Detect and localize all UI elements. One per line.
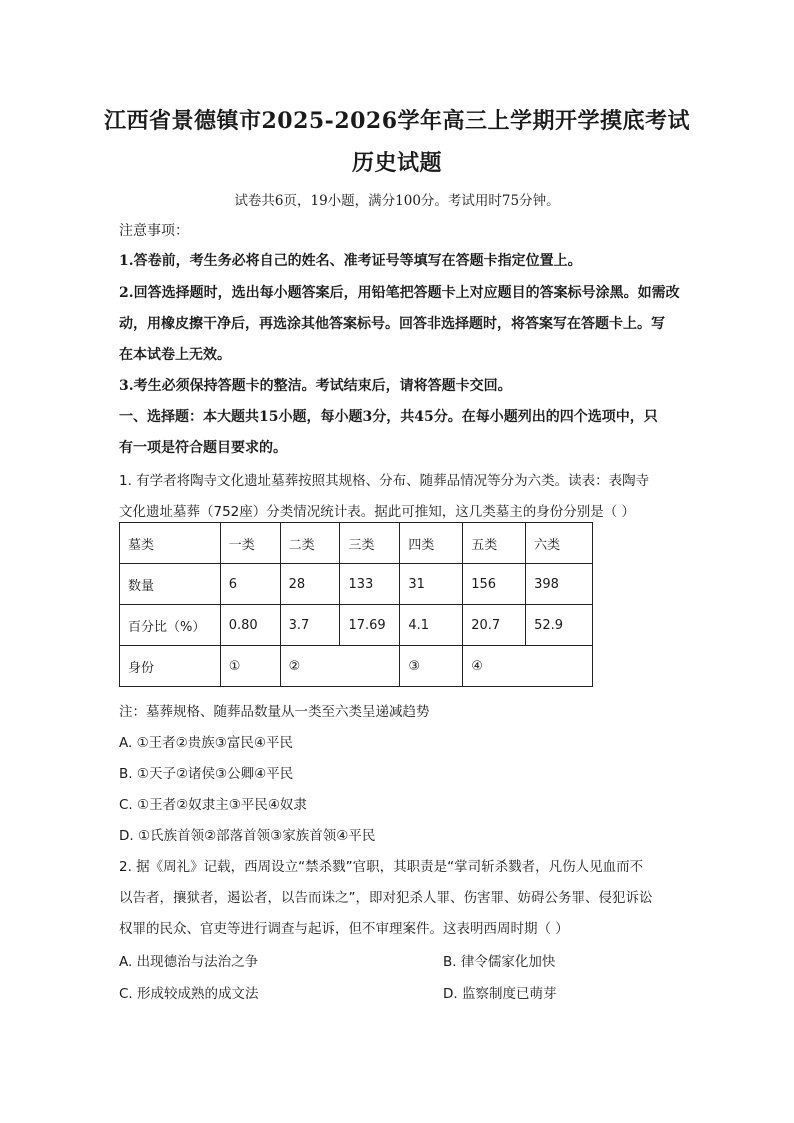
- table-cell: 4.1: [400, 605, 463, 646]
- notice-item-3: 3.考生必须保持答题卡的整洁。考试结束后，请将答题卡交回。: [119, 378, 512, 394]
- table-row-percent: [120, 605, 593, 646]
- table-row-header: [120, 523, 593, 564]
- q2-stem-line-3: 权罪的民众、官吏等进行调查与起诉，但不审理案件。这表明西周时期（ ）: [119, 921, 569, 937]
- table-cell: 52.9: [526, 605, 593, 646]
- table-cell: 6: [220, 564, 280, 605]
- table-cell: ②: [280, 646, 400, 687]
- table-cell: 0.80: [220, 605, 280, 646]
- q1-stem-line-1: 1. 有学者将陶寺文化遗址墓葬按照其规格、分布、随葬品情况等分为六类。读表：表陶寺: [119, 473, 650, 489]
- table-cell: 17.69: [340, 605, 400, 646]
- section-heading-line-1: 一、选择题：本大题共15小题，每小题3分，共45分。在每小题列出的四个选项中，只: [119, 409, 658, 425]
- exam-subject: 历史试题: [351, 150, 442, 176]
- q1-option-a[interactable]: A. ①王者②贵族③富民④平民: [119, 735, 293, 751]
- notice-item-1: 1.答卷前，考生务必将自己的姓名、准考证号等填写在答题卡指定位置上。: [119, 253, 582, 269]
- q2-option-c[interactable]: C. 形成较成熟的成文法: [119, 986, 259, 1002]
- q2-option-b[interactable]: B. 律令儒家化加快: [443, 954, 556, 970]
- table-cell: 28: [280, 564, 340, 605]
- q2-stem-line-2: 以告者，攘狱者，遏讼者，以告而诛之”，即对犯杀人罪、伤害罪、妨碍公务罪、侵犯诉讼: [119, 890, 653, 906]
- table-cell: 墓类: [120, 523, 221, 564]
- table-cell: 20.7: [463, 605, 526, 646]
- table-cell: 398: [526, 564, 593, 605]
- table-cell: 百分比（%）: [120, 605, 221, 646]
- table-cell: ③: [400, 646, 463, 687]
- q1-table-note: 注：墓葬规格、随葬品数量从一类至六类呈递减趋势: [119, 704, 430, 720]
- table-cell: 数量: [120, 564, 221, 605]
- table-row-identity: [120, 646, 593, 687]
- table-cell: ④: [463, 646, 593, 687]
- notice-item-2-line-3: 在本试卷上无效。: [119, 347, 231, 363]
- table-cell: 一类: [220, 523, 280, 564]
- table-cell: 四类: [400, 523, 463, 564]
- q1-stem-line-2: 文化遗址墓葬（752座）分类情况统计表。据此可推知，这几类墓主的身份分别是（ ）: [119, 504, 636, 520]
- table-cell: 身份: [120, 646, 221, 687]
- q2-option-a[interactable]: A. 出现德治与法治之争: [119, 954, 259, 970]
- table-cell: 133: [340, 564, 400, 605]
- exam-title: 江西省景德镇市2025-2026学年高三上学期开学摸底考试: [103, 108, 691, 134]
- table-cell: 五类: [463, 523, 526, 564]
- table-cell: 三类: [340, 523, 400, 564]
- q1-option-b[interactable]: B. ①天子②诸侯③公卿④平民: [119, 766, 294, 782]
- table-cell: 六类: [526, 523, 593, 564]
- q1-option-c[interactable]: C. ①王者②奴隶主③平民④奴隶: [119, 797, 307, 813]
- section-heading-line-2: 有一项是符合题目要求的。: [119, 440, 287, 456]
- notice-heading: 注意事项：: [119, 223, 189, 239]
- table-cell: 3.7: [280, 605, 340, 646]
- table-cell: 二类: [280, 523, 340, 564]
- q1-option-d[interactable]: D. ①氏族首领②部落首领③家族首领④平民: [119, 828, 376, 844]
- table-cell: ①: [220, 646, 280, 687]
- q2-option-d[interactable]: D. 监察制度已萌芽: [443, 986, 557, 1002]
- notice-item-2-line-1: 2.回答选择题时，选出每小题答案后，用铅笔把答题卡上对应题目的答案标号涂黑。如需改: [119, 285, 680, 301]
- q1-tomb-table: [119, 522, 593, 687]
- table-cell: 31: [400, 564, 463, 605]
- notice-item-2-line-2: 动，用橡皮擦干净后，再选涂其他答案标号。回答非选择题时，将答案写在答题卡上。写: [119, 316, 665, 332]
- exam-info: 试卷共6页，19小题，满分100分。考试用时75分钟。: [234, 193, 560, 209]
- q2-stem-line-1: 2. 据《周礼》记载，西周设立“禁杀戮”官职，其职责是“掌司斩杀戮者，凡伤人见血而不: [119, 859, 644, 875]
- table-row-count: [120, 564, 593, 605]
- table-cell: 156: [463, 564, 526, 605]
